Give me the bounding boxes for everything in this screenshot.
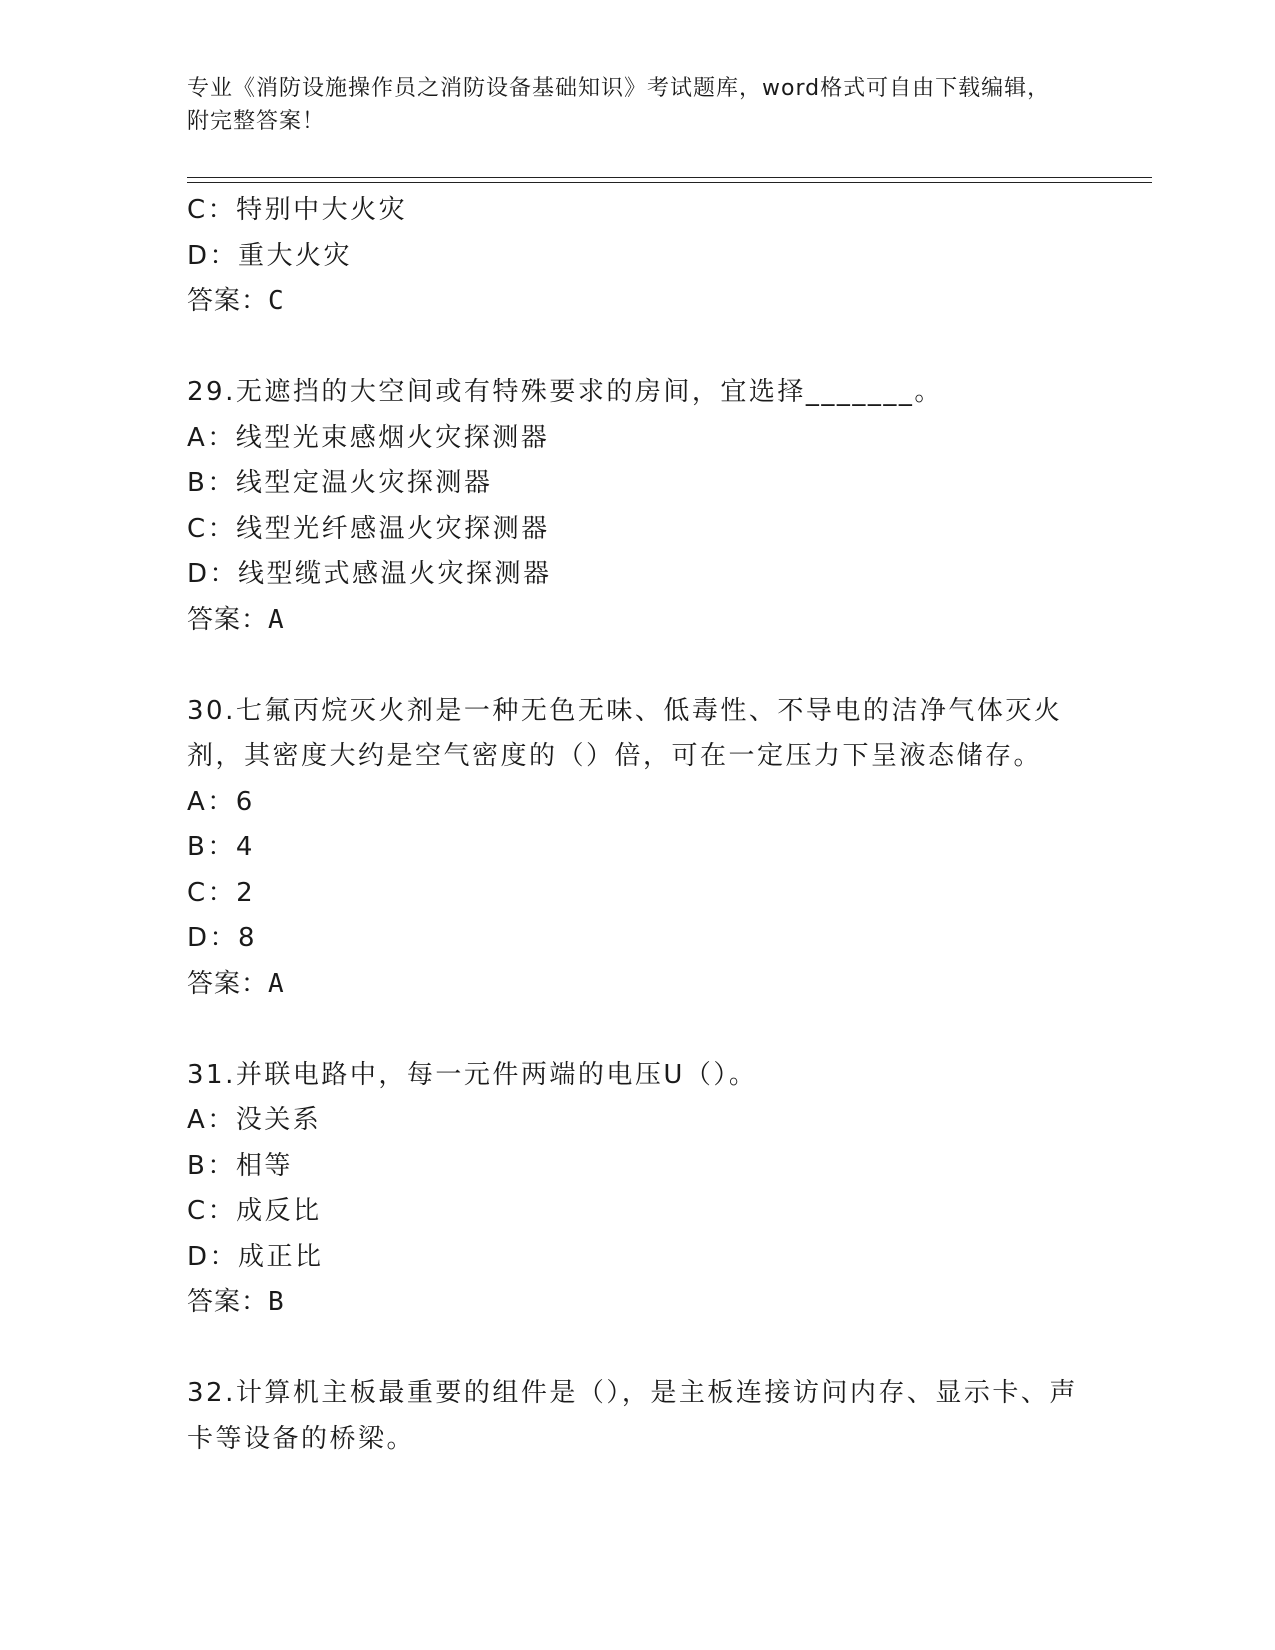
- question-29: [187, 370, 1087, 643]
- option-d: D：8: [187, 923, 258, 953]
- spacer: [187, 1326, 1087, 1372]
- header-divider-bottom: [187, 182, 1152, 183]
- option-b: B：线型定温火灾探测器: [187, 468, 493, 498]
- question-stem: 30.七氟丙烷灭火剂是一种无色无味、低毒性、不导电的洁净气体灭火剂，其密度大约是空气密度的（）倍，可在一定压力下呈液态储存。: [187, 695, 1063, 771]
- document-header: 专业《消防设施操作员之消防设备基础知识》考试题库，word格式可自由下载编辑，附完整答案！: [187, 76, 1051, 134]
- spacer: [187, 1007, 1087, 1053]
- header-divider-top: [187, 177, 1152, 178]
- option-c: C：2: [187, 877, 256, 908]
- spacer: [187, 643, 1087, 689]
- question-stem: 32.计算机主板最重要的组件是（），是主板连接访问内存、显示卡、声卡等设备的桥梁。: [187, 1378, 1078, 1454]
- question-31: [187, 1053, 1087, 1326]
- option-b: B：4: [187, 832, 255, 862]
- question-32: [187, 1371, 1087, 1462]
- prev-option-d: D：重大火灾: [187, 240, 353, 271]
- option-c: C：成反比: [187, 1196, 322, 1226]
- option-a: A：没关系: [187, 1105, 322, 1135]
- answer: 答案：A: [187, 968, 285, 999]
- option-a: A：6: [187, 786, 255, 817]
- option-a: A：线型光束感烟火灾探测器: [187, 422, 550, 453]
- question-30: [187, 689, 1087, 1008]
- prev-option-c: C：特别中大火灾: [187, 195, 408, 225]
- spacer: [187, 325, 1087, 371]
- prev-answer: 答案：C: [187, 286, 285, 316]
- option-d: D：线型缆式感温火灾探测器: [187, 559, 552, 589]
- answer: 答案：B: [187, 1287, 285, 1317]
- option-d: D：成正比: [187, 1241, 324, 1272]
- option-c: C：线型光纤感温火灾探测器: [187, 513, 550, 544]
- question-stem: 31.并联电路中，每一元件两端的电压U（）。: [187, 1059, 758, 1090]
- question-stem: 29.无遮挡的大空间或有特殊要求的房间，宜选择_______。: [187, 377, 943, 407]
- question-list: [187, 188, 1087, 1462]
- answer: 答案：A: [187, 604, 285, 635]
- option-b: B：相等: [187, 1150, 293, 1181]
